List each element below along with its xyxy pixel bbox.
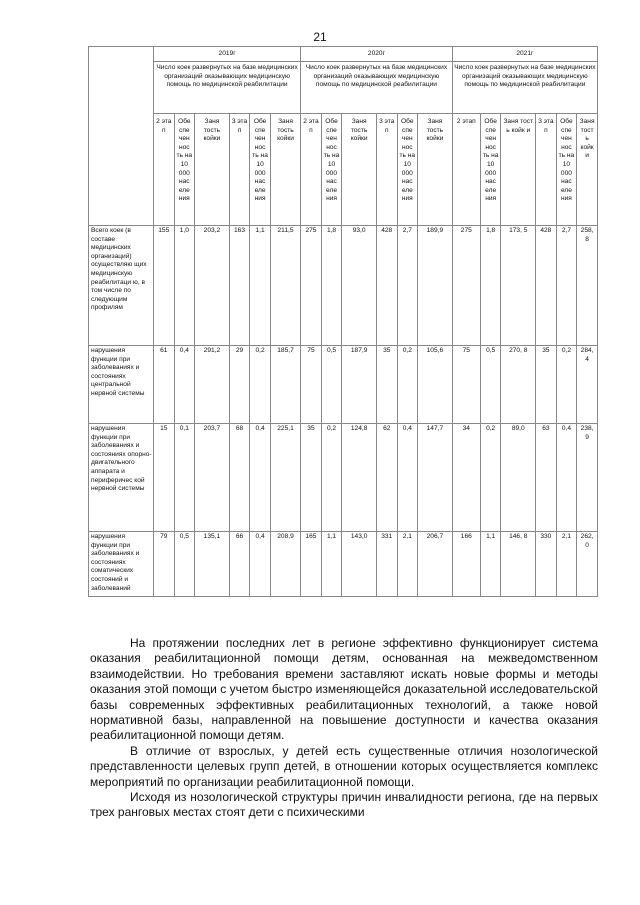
table-cell: 2,7 [556, 226, 577, 346]
sub-header: Заня тость койки [270, 114, 300, 226]
table-cell: 258, 8 [577, 226, 598, 346]
table-cell: 29 [229, 346, 250, 424]
sub-header: Обе спе чен нос ть на 10 000 нас еле ния [174, 114, 195, 226]
table-cell: 185,7 [270, 346, 300, 424]
sub-header: Обе спе чен нос ть на 10 000 нас еле ния [250, 114, 271, 226]
table-cell: 1,1 [480, 532, 501, 597]
table-cell: 1,0 [174, 226, 195, 346]
table-cell: 35 [301, 424, 322, 532]
sub-header: Заня тость койки [195, 114, 230, 226]
table-cell: 208,9 [270, 532, 300, 597]
sub-header: Обе спе чен нос ть на 10 000 нас еле ния [397, 114, 418, 226]
row-label: нарушения функции при заболеваниях и состояниях центральной нервной системы [89, 346, 154, 424]
table-cell: 75 [452, 346, 480, 424]
table-cell: 163 [229, 226, 250, 346]
table-cell: 93,0 [342, 226, 377, 346]
table-cell: 0,1 [174, 424, 195, 532]
table-cell: 0,4 [250, 424, 271, 532]
table-cell: 270, 8 [501, 346, 536, 424]
page-number: 21 [313, 30, 327, 44]
rehabilitation-beds-table [88, 46, 598, 597]
sub-header: 3 эта п [229, 114, 250, 226]
table-cell: 428 [376, 226, 397, 346]
table-cell: 63 [536, 424, 557, 532]
paragraph: На протяжении последних лет в регионе эффективно функционирует система оказания реабилитационной помощи детям, основанная на межведомственном взаимодействии. Но требования времени заставляют искать новые формы и методы оказания этой помощи с учетом быстро изменяющейся доказательной исследовательской базы современных эффективных реабилитационных технологий, а также новой нормативной базы, направленной на повышение доступности и качества оказания реабилитационной помощи детям. [90, 636, 598, 743]
table-cell: 206,7 [418, 532, 453, 597]
year-header-2019: 2019г [153, 47, 300, 62]
table-cell: 0,5 [480, 346, 501, 424]
sub-header: Заня тость койки [418, 114, 453, 226]
table-cell: 262, 0 [577, 532, 598, 597]
row-label: нарушения функции при заболеваниях и состояниях соматических состояний и заболеваний [89, 532, 154, 597]
table-cell: 147,7 [418, 424, 453, 532]
table-cell: 0,2 [397, 346, 418, 424]
paragraph: Исходя из нозологической структуры причин инвалидности региона, где на первых трех ранговых местах стоят дети с психическими [90, 790, 598, 820]
table-cell: 35 [376, 346, 397, 424]
table-cell: 1,1 [250, 226, 271, 346]
table-cell: 15 [153, 424, 174, 532]
row-label: Всего коек (в составе медицинских организаций) осуществляю щих медицинскую реабилитаци ю, в том числе по следующим профилям [89, 226, 154, 346]
table-cell: 0,5 [321, 346, 342, 424]
table-cell: 291,2 [195, 346, 230, 424]
table-cell: 203,2 [195, 226, 230, 346]
table-cell: 187,9 [342, 346, 377, 424]
table-cell: 166 [452, 532, 480, 597]
table-row [89, 346, 598, 424]
table-cell: 0,4 [174, 346, 195, 424]
table-cell: 0,5 [174, 532, 195, 597]
table-cell: 211,5 [270, 226, 300, 346]
table-cell: 105,6 [418, 346, 453, 424]
table-cell: 203,7 [195, 424, 230, 532]
sub-header: 2 этап [452, 114, 480, 226]
table-cell: 0,2 [556, 346, 577, 424]
table-cell: 66 [229, 532, 250, 597]
table-cell: 1,1 [321, 532, 342, 597]
table-row [89, 424, 598, 532]
sub-header: 2 эта п [153, 114, 174, 226]
table-row [89, 532, 598, 597]
corner-cell [89, 47, 154, 226]
table-cell: 143,0 [342, 532, 377, 597]
table-cell: 275 [301, 226, 322, 346]
table-cell: 135,1 [195, 532, 230, 597]
table-cell: 0,4 [397, 424, 418, 532]
table-row [89, 226, 598, 346]
paragraph: В отличие от взрослых, у детей есть существенные отличия нозологической представленности целевых групп детей, в отношении которых осуществляется комплекс мероприятий по организации реабилитационной помощи. [90, 743, 598, 789]
table-cell: 284, 4 [577, 346, 598, 424]
table-cell: 189,9 [418, 226, 453, 346]
sub-header: 2 эта п [301, 114, 322, 226]
table-cell: 0,4 [556, 424, 577, 532]
sub-header: Обе спе чен нос ть на 10 000 нас еле ния [321, 114, 342, 226]
group-header-2021: Число коек развернутых на базе медицинских организаций оказывающих медицинскую помощь по медицинской реабилитации [452, 62, 597, 114]
sub-header: Заня тост ь койк и [501, 114, 536, 226]
table-cell: 0,2 [321, 424, 342, 532]
table-cell: 2,7 [397, 226, 418, 346]
table-cell: 0,2 [480, 424, 501, 532]
table-cell: 124,8 [342, 424, 377, 532]
table-cell: 2,1 [556, 532, 577, 597]
table-cell: 0,2 [250, 346, 271, 424]
table-cell: 89,0 [501, 424, 536, 532]
table-cell: 1,8 [480, 226, 501, 346]
rehabilitation-beds-table-container [88, 46, 598, 597]
group-header-2020: Число коек развернутых на базе медицинских организаций оказывающих медицинскую помощь по медицинской реабилитации [301, 62, 453, 114]
row-label: нарушения функции при заболеваниях и состояниях опорно- двигательного аппарата и периферичес кой нервной системы [89, 424, 154, 532]
sub-header: 3 эта п [376, 114, 397, 226]
year-header-2020: 2020г [301, 47, 453, 62]
table-cell: 61 [153, 346, 174, 424]
table-cell: 62 [376, 424, 397, 532]
table-cell: 146, 8 [501, 532, 536, 597]
table-cell: 155 [153, 226, 174, 346]
table-cell: 79 [153, 532, 174, 597]
sub-header: 3 эта п [536, 114, 557, 226]
table-cell: 68 [229, 424, 250, 532]
table-cell: 34 [452, 424, 480, 532]
sub-header: Заня тост ь койк и [577, 114, 598, 226]
sub-header: Заня тость койки [342, 114, 377, 226]
table-cell: 2,1 [397, 532, 418, 597]
table-cell: 75 [301, 346, 322, 424]
table-cell: 238, 9 [577, 424, 598, 532]
table-cell: 275 [452, 226, 480, 346]
group-header-2019: Число коек развернутых на базе медицинских организаций оказывающих медицинскую помощь по медицинской реабилитации [153, 62, 300, 114]
table-cell: 428 [536, 226, 557, 346]
sub-header: Обе спе чен нос ть на 10 000 нас еле ния [556, 114, 577, 226]
table-cell: 225,1 [270, 424, 300, 532]
sub-header: Обе спе чен нос ть на 10 000 нас еле ния [480, 114, 501, 226]
table-cell: 0,4 [250, 532, 271, 597]
table-cell: 331 [376, 532, 397, 597]
table-cell: 330 [536, 532, 557, 597]
table-cell: 35 [536, 346, 557, 424]
table-cell: 173, 5 [501, 226, 536, 346]
body-text [90, 636, 598, 821]
year-header-2021: 2021г [452, 47, 597, 62]
table-cell: 165 [301, 532, 322, 597]
table-cell: 1,8 [321, 226, 342, 346]
